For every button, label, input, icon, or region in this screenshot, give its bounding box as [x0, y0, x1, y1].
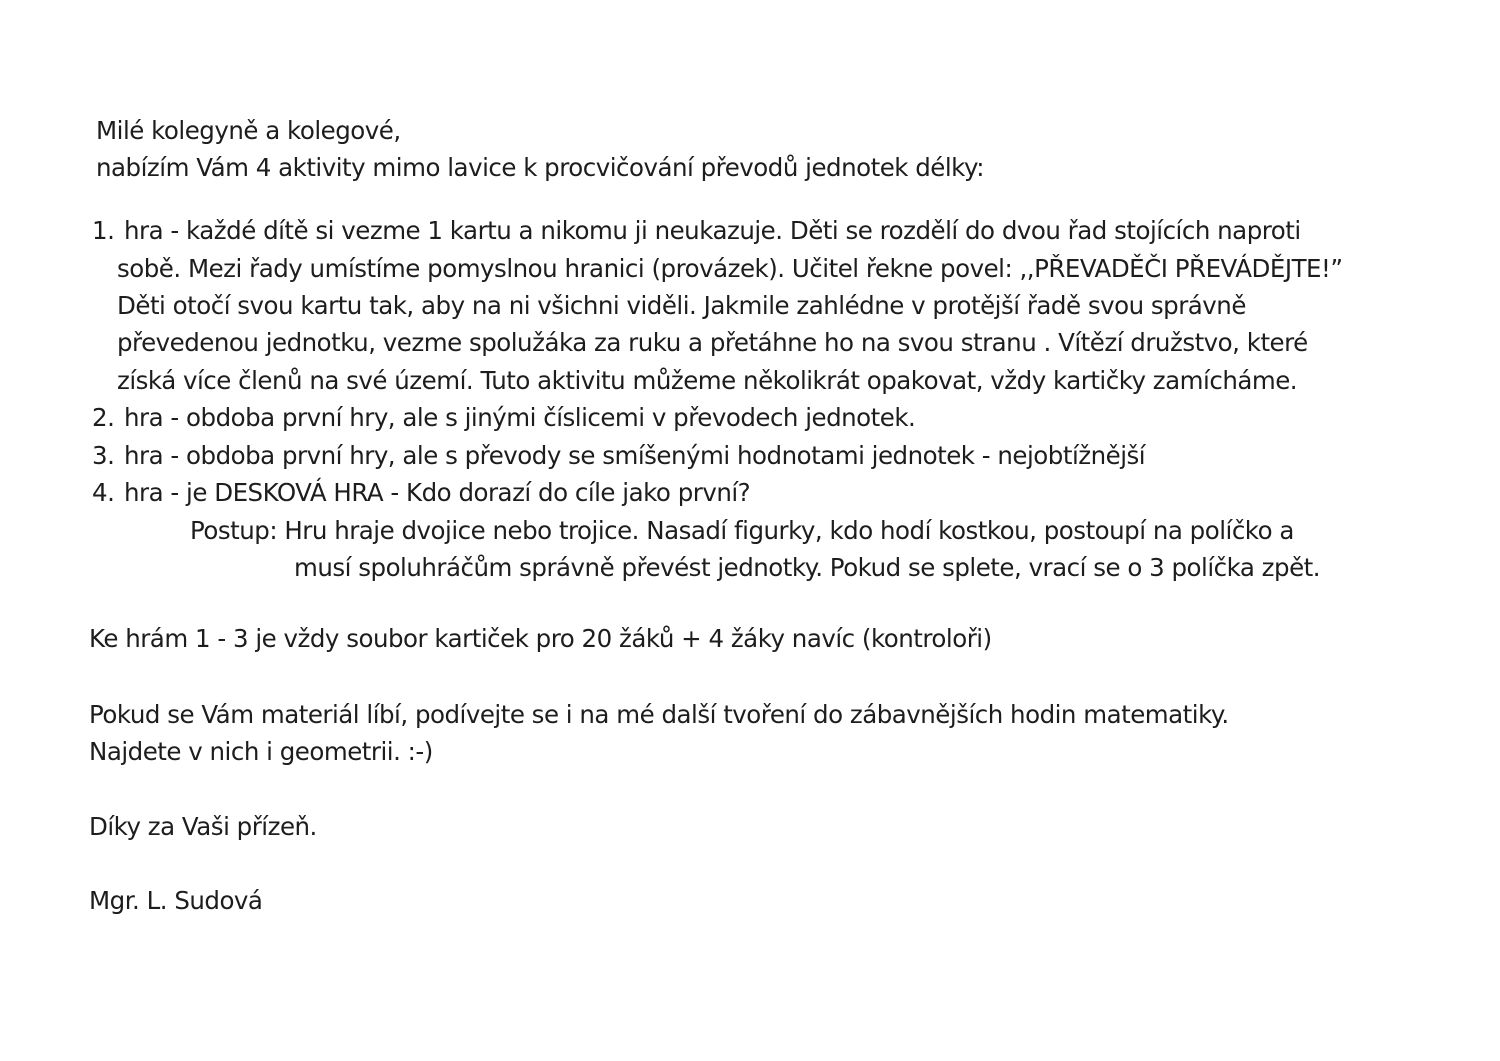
list-item-number: 3. — [92, 441, 115, 470]
thanks-text: Díky za Vaši přízeň. — [89, 812, 317, 841]
closing-line-2: Najdete v nich i geometrii. :-) — [89, 737, 433, 766]
closing-line-1: Pokud se Vám materiál líbí, podívejte se i na mé další tvoření do zábavnějších hodin matematiky. — [89, 700, 1229, 729]
signature: Mgr. L. Sudová — [89, 886, 263, 915]
list-item-text: získá více členů na své území. Tuto aktivitu můžeme několikrát opakovat, vždy kartičky zamícháme. — [117, 366, 1298, 395]
greeting-line-2: nabízím Vám 4 aktivity mimo lavice k procvičování převodů jednotek délky: — [96, 153, 984, 182]
list-item-text: hra - je DESKOVÁ HRA - Kdo dorazí do cíle jako první? — [124, 478, 751, 507]
list-item-number: 1. — [92, 216, 115, 245]
procedure-line-1: Postup: Hru hraje dvojice nebo trojice. Nasadí figurky, kdo hodí kostkou, postoupí na políčko a — [190, 516, 1294, 545]
procedure-line-2: musí spoluhráčům správně převést jednotky. Pokud se splete, vrací se o 3 políčka zpět. — [294, 553, 1321, 582]
list-item-text: Děti otočí svou kartu tak, aby na ni všichni viděli. Jakmile zahlédne v protější řadě svou správně — [117, 291, 1246, 320]
list-item-text: hra - obdoba první hry, ale s jinými číslicemi v převodech jednotek. — [124, 403, 916, 432]
cards-note: Ke hrám 1 - 3 je vždy soubor kartiček pro 20 žáků + 4 žáky navíc (kontroloři) — [89, 624, 992, 653]
list-item-text: hra - obdoba první hry, ale s převody se smíšenými hodnotami jednotek - nejobtížnější — [124, 441, 1146, 470]
list-item-number: 2. — [92, 403, 115, 432]
list-item-number: 4. — [92, 478, 115, 507]
list-item-text: převedenou jednotku, vezme spolužáka za ruku a přetáhne ho na svou stranu . Vítězí družstvo, které — [117, 328, 1308, 357]
greeting-line-1: Milé kolegyně a kolegové, — [96, 116, 401, 145]
list-item-text: hra - každé dítě si vezme 1 kartu a nikomu ji neukazuje. Děti se rozdělí do dvou řad stojících naproti — [124, 216, 1301, 245]
list-item-text: sobě. Mezi řady umístíme pomyslnou hranici (provázek). Učitel řekne povel: ,,PŘEVADĚČI PŘEVÁDĚJTE!” — [117, 254, 1343, 283]
